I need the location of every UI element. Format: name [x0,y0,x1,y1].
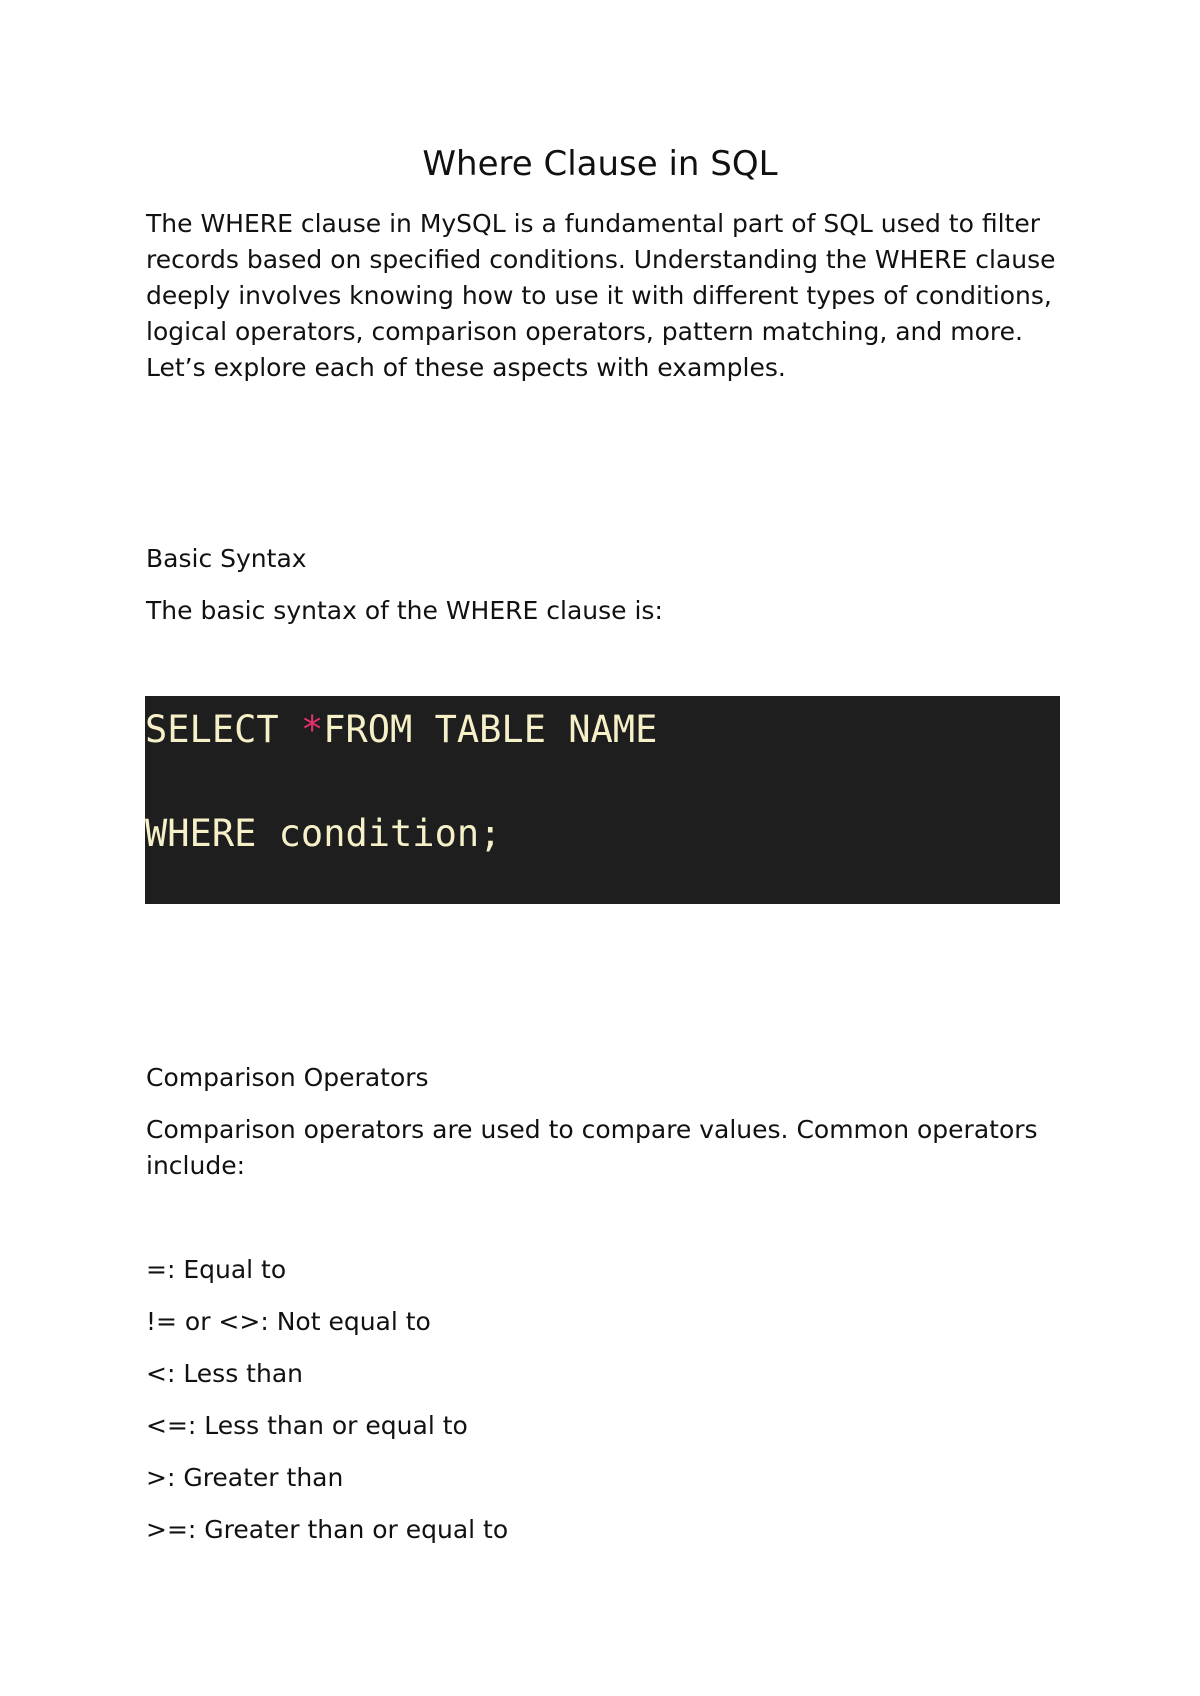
comparison-operators-description: Comparison operators are used to compare values. Common operators include: [146,1115,1038,1180]
operator-item-less-than: <: Less than [146,1359,303,1388]
code-asterisk: * [300,708,324,751]
operator-item-less-equal: <=: Less than or equal to [146,1411,468,1440]
basic-syntax-heading: Basic Syntax [146,544,307,573]
code-line-where: WHERE condition; [145,812,502,855]
operator-item-greater-than: >: Greater than [146,1463,344,1492]
operator-item-equal: =: Equal to [146,1255,287,1284]
page-title: Where Clause in SQL [422,144,778,184]
basic-syntax-description: The basic syntax of the WHERE clause is: [146,596,663,625]
intro-paragraph: The WHERE clause in MySQL is a fundamental part of SQL used to filter records based on specified conditions. Understanding the WHERE clause deeply involves knowing how to use it with different types of conditions, logical operators, comparison operators, pattern matching, and more. Let’s explore each of these aspects with examples. [146,209,1056,382]
comparison-operators-heading: Comparison Operators [146,1063,429,1092]
code-block [145,696,1060,904]
code-select-keyword: SELECT [145,708,301,751]
operator-item-not-equal: != or <>: Not equal to [146,1307,431,1336]
code-line-select [145,708,657,752]
code-from-table: FROM TABLE NAME [323,708,658,751]
operator-item-greater-equal: >=: Greater than or equal to [146,1515,509,1544]
